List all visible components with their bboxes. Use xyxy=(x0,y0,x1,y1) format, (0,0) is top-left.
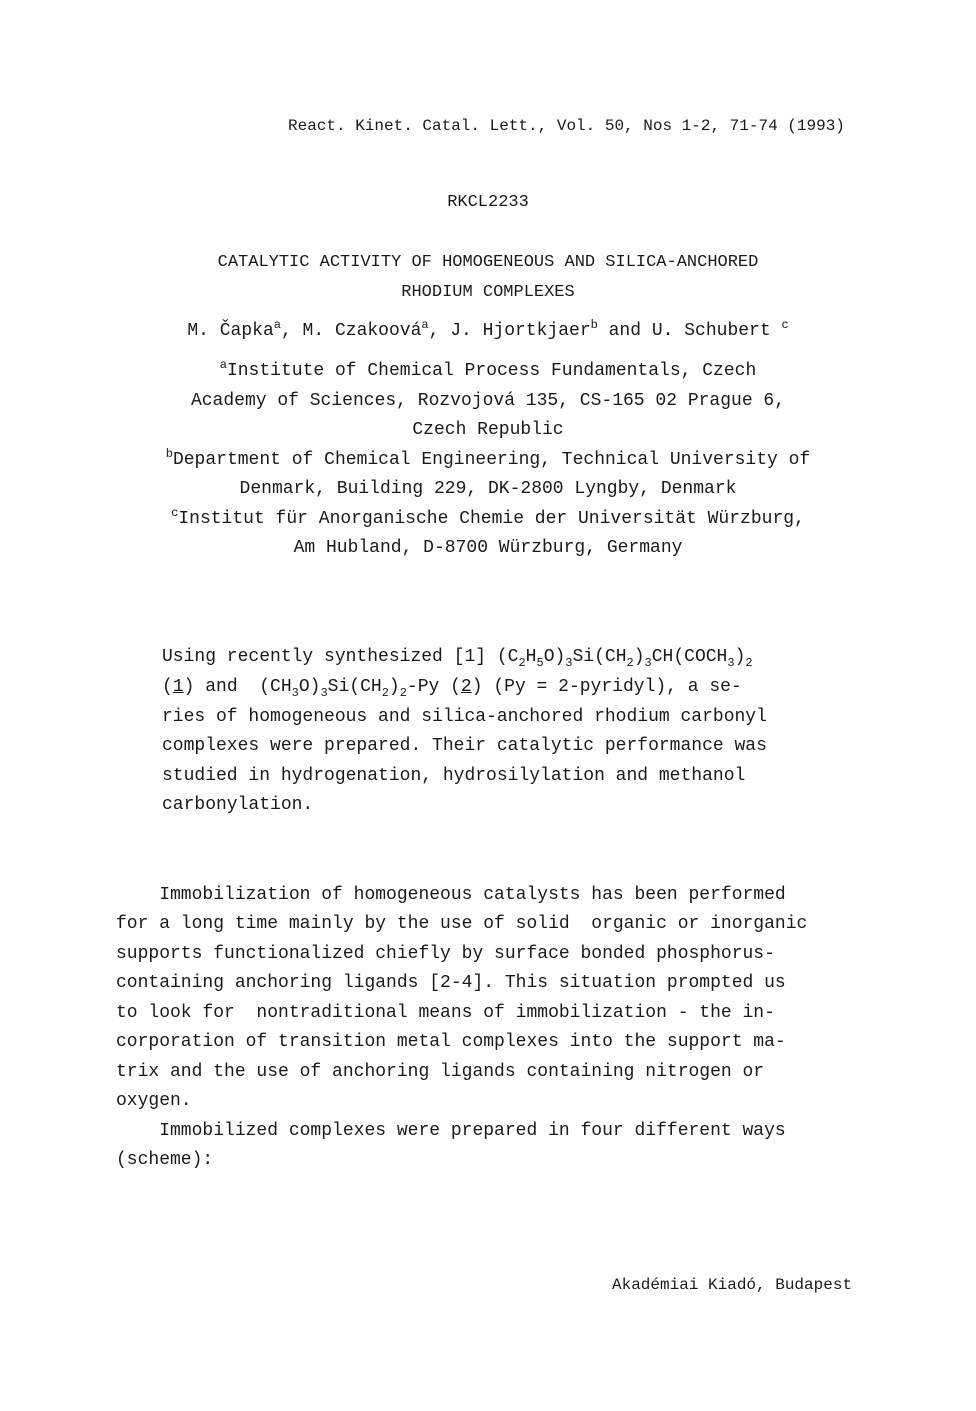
body-line: corporation of transition metal complexes into the support ma- xyxy=(116,1032,786,1052)
affiliation-c-line-2: Am Hubland, D-8700 Würzburg, Germany xyxy=(293,538,683,558)
abstract-line-1: Using recently synthesized [1] $(C_2H_5O)_3Si(CH_2)_3CH(COCH_3)_2$ xyxy=(162,647,753,670)
body-line: for a long time mainly by the use of solid organic or inorganic xyxy=(116,914,808,934)
journal-reference: React. Kinet. Catal. Lett., Vol. 50, Nos 1-2, 71-74 (1993) xyxy=(288,117,845,135)
body-line: Immobilization of homogeneous catalysts has been performed xyxy=(116,885,786,905)
affiliation-mark: a xyxy=(421,318,429,332)
affiliation-a-line-3: Czech Republic xyxy=(412,420,564,440)
body-line: (scheme): xyxy=(116,1150,214,1170)
body-line: to look for nontraditional means of immobilization - the in- xyxy=(116,1003,775,1023)
affiliation-a-line-2: Academy of Sciences, Rozvojová 135, CS-165 02 Prague 6, xyxy=(190,391,786,411)
author-hjortkjaer: , J. Hjortkjaer xyxy=(428,321,591,341)
author-line xyxy=(0,318,976,341)
abstract-line-3: ries of homogeneous and silica-anchored rhodium carbonyl xyxy=(162,707,767,727)
author-czakoova: , M. Czakoová xyxy=(280,321,422,341)
body-line: Immobilized complexes were prepared in four different ways xyxy=(116,1121,786,1141)
affiliation-b-line-2: Denmark, Building 229, DK-2800 Lyngby, Denmark xyxy=(239,479,737,499)
affiliation-mark: a xyxy=(273,318,281,332)
author-schubert: and U. Schubert xyxy=(597,321,782,341)
article-code: RKCL2233 xyxy=(447,193,529,212)
body-line: oxygen. xyxy=(116,1091,192,1111)
affiliation-mark: c xyxy=(171,506,179,520)
title-line-2: RHODIUM COMPLEXES xyxy=(401,283,575,302)
affiliation-c-line-1: $^c$Institut für Anorganische Chemie der Universität Würzburg, xyxy=(171,506,805,529)
author-capka: M. Čapka xyxy=(187,321,274,341)
body-line: supports functionalized chiefly by surface bonded phosphorus- xyxy=(116,944,775,964)
publisher-footer: Akadémiai Kiadó, Budapest xyxy=(612,1276,853,1294)
body-line: trix and the use of anchoring ligands containing nitrogen or xyxy=(116,1062,765,1082)
title-line-1: CATALYTIC ACTIVITY OF HOMOGENEOUS AND SILICA-ANCHORED xyxy=(217,253,759,272)
compound-number: 2 xyxy=(460,677,472,697)
abstract-line-4: complexes were prepared. Their catalytic performance was xyxy=(162,736,767,756)
affiliation-a-line-1: $^a$Institute of Chemical Process Fundamentals, Czech xyxy=(219,358,757,381)
affiliation-mark: b xyxy=(165,447,173,461)
affiliation-b-line-1: $^b$Department of Chemical Engineering, Technical University of xyxy=(165,447,811,470)
abstract-line-5: studied in hydrogenation, hydrosilylation and methanol xyxy=(162,766,746,786)
abstract-line-2: (1) and $(CH_3O)_3Si(CH_2)_2-Py$ (2) (Py = 2-pyridyl), a se- xyxy=(162,677,742,700)
affiliation-mark: c xyxy=(781,318,789,332)
affiliation-mark: b xyxy=(590,318,598,332)
body-line: containing anchoring ligands [2-4]. This situation prompted us xyxy=(116,973,786,993)
affiliation-mark: a xyxy=(219,358,227,372)
compound-number: 1 xyxy=(172,677,184,697)
abstract-line-6: carbonylation. xyxy=(162,795,314,815)
